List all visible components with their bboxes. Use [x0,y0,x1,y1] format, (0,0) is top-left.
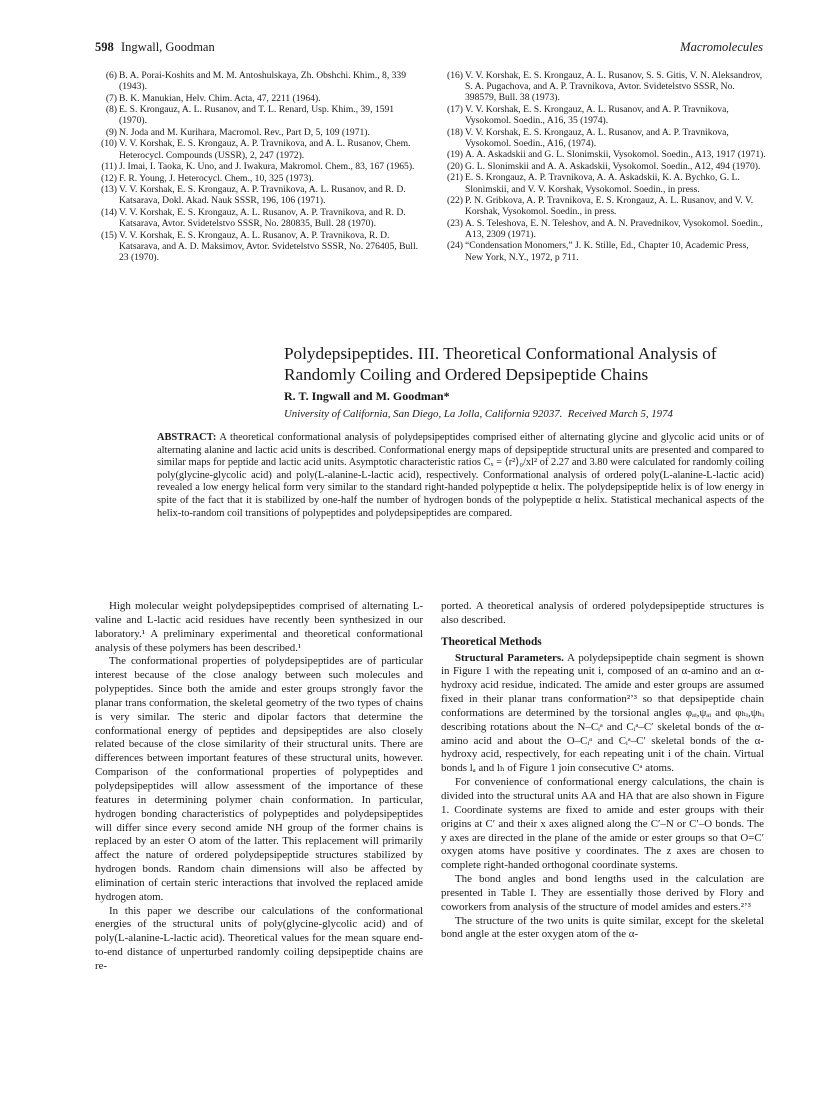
reference-item [95,127,420,138]
body-paragraph [441,652,764,777]
reference-number: (13) [101,184,117,196]
reference-text: J. Imai, I. Taoka, K. Uno, and J. Iwakura, Makromol. Chem., 83, 167 (1965). [119,161,415,173]
reference-text: A. S. Teleshova, E. N. Teleshov, and A. N. Pravednikov, Vysokomol. Soedin., A13, 2309 (1971). [465,217,763,240]
received-date: Received March 5, 1974 [567,408,673,420]
reference-text: E. S. Krongauz, A. P. Travnikova, A. A. Askadskii, K. A. Bychko, G. L. Slonimskii, and V. V. Korshak, Vysokomol. Soedin., in press. [465,172,740,195]
reference-number: (8) [105,104,117,116]
reference-item [441,149,766,160]
reference-number: (7) [105,92,117,104]
reference-text: G. L. Slonimskii and A. A. Askadskii, Vysokomol. Soedin., A12, 494 (1970). [465,160,761,172]
reference-text: B. A. Porai-Koshits and M. M. Antoshulskaya, Zh. Obshchi. Khim., 8, 339 (1943). [119,70,407,93]
references-left-column [95,70,420,263]
article-affiliation [284,408,754,420]
reference-text: “Condensation Monomers,” J. K. Stille, Ed., Chapter 10, Academic Press, New York, N.Y., 1972, p 711. [465,240,749,263]
reference-item [95,207,420,229]
reference-text: V. V. Korshak, E. S. Krongauz, A. L. Rusanov, S. S. Gitis, V. N. Aleksandrov, S. A. Pugachova, and A. P. Travnikova, Avtor. Svidetelstvo SSSR, No. 398579, Bull. 38 (1973). [465,70,763,104]
paragraph-text: A polydepsipeptide chain segment is shown in Figure 1 with the repeating unit i, composed of an α-amino and an α-hydroxy acid residue, indicated. The amide and ester groups are assumed fixed in their planar trans conformation²ʼ³ so that depsipeptide chain conformations are determined by the torsional angles φₐᵢ,ψₐᵢ and φₕᵢ,ψₕᵢ describing rotations about the N–Cᵢᵃ and Cᵢᵃ–C′ skeletal bonds of the α-amino acid and about the O–Cᵢᵃ and Cᵢᵃ–C′ skeletal bonds of the α-hydroxy acid, respectively, for each repeating unit i of the chain. Virtual bonds lₐ and lₕ of Figure 1 join consecutive Cᵃ atoms. [441,651,764,775]
journal-name: Macromolecules [680,40,763,54]
body-paragraph: The bond angles and bond lengths used in the calculation are presented in Table I. They are essentially those derived by Flory and coworkers from analysis of the structure of model amides and esters.²ʼ³ [441,873,764,913]
reference-item [95,93,420,104]
references-right-column [441,70,766,263]
article-title: Polydepsipeptides. III. Theoretical Conformational Analysis of Randomly Coiling and Ordered Depsipeptide Chains [284,344,717,384]
reference-item [95,161,420,172]
body-paragraph: For convenience of conformational energy calculations, the chain is divided into the structural units AA and HA that are also shown in Figure 1. Coordinate systems are fixed to amide and ester groups with their origins at C′ and their x axes aligned along the C′–N or C′–O bonds. The y axes are directed in the plane of the amide or ester groups so that O=C′ oxygen atoms have positive y coordinates. The z axes are chosen to complete right-handed orthogonal coordinate systems. [441,776,764,872]
reference-text: V. V. Korshak, E. S. Krongauz, A. P. Travnikova, and A. L. Rusanov, Chem. Heterocycl. Compounds (USSR), 2, 247 (1972). [119,138,411,161]
reference-item [95,138,420,160]
body-left-column [95,600,423,974]
reference-number: (21) [447,172,463,184]
reference-item [441,195,766,217]
affiliation-text: University of California, San Diego, La Jolla, California 92037. [284,408,563,420]
reference-text: V. V. Korshak, E. S. Krongauz, A. L. Rusanov, A. P. Travnikova, R. D. Katsarava, and A. D. Maksimov, Avtor. Svidetelstvo SSSR, No. 276405, Bull. 23 (1970). [119,229,419,263]
reference-number: (6) [105,70,117,81]
reference-number: (24) [447,240,463,252]
reference-item [441,240,766,262]
reference-item [95,104,420,126]
reference-item [95,70,420,92]
reference-item [441,127,766,149]
reference-item [95,184,420,206]
reference-number: (17) [447,103,463,115]
reference-text: V. V. Korshak, E. S. Krongauz, A. L. Rusanov, and A. P. Travnikova, Vysokomol. Soedin., A16, (1974). [465,126,729,149]
reference-number: (18) [447,126,463,138]
reference-item [441,218,766,240]
body-paragraph: The structure of the two units is quite similar, except for the skeletal bond angle at the ester oxygen atom of the α- [441,914,764,941]
reference-item [441,172,766,194]
reference-number: (10) [101,138,117,150]
reference-item [441,104,766,126]
reference-text: F. R. Young, J. Heterocycl. Chem., 10, 325 (1973). [119,172,314,184]
reference-number: (23) [447,217,463,229]
reference-number: (16) [447,70,463,81]
reference-text: V. V. Korshak, E. S. Krongauz, A. L. Rusanov, and A. P. Travnikova, Vysokomol. Soedin., A16, 35 (1974). [465,103,729,127]
reference-item [441,161,766,172]
reference-text: P. N. Gribkova, A. P. Travnikova, E. S. Krongauz, A. L. Rusanov, and V. V. Korshak, Vysokomol. Soedin., in press. [465,195,754,218]
reference-number: (12) [101,172,117,184]
reference-text: V. V. Korshak, E. S. Krongauz, A. P. Travnikova, A. L. Rusanov, and R. D. Katsarava, Dokl. Akad. Nauk SSSR, 196, 106 (1971). [119,184,406,207]
reference-item [441,70,766,104]
reference-number: (9) [105,126,117,138]
reference-item [95,230,420,264]
running-head: Ingwall, Goodman [121,40,215,54]
reference-number: (15) [101,229,117,241]
abstract [157,432,764,520]
reference-number: (19) [447,149,463,161]
reference-number: (11) [101,161,117,173]
article-authors: R. T. Ingwall and M. Goodman* [284,389,450,403]
body-paragraph: In this paper we describe our calculations of the conformational energies of the structural units of poly(glycine-glycolic acid) and of poly(L-alanine-L-lactic acid). Theoretical values for the mean square end-to-end distance of unperturbed randomly coiling depsipeptide chains are re- [95,904,423,972]
reference-text: N. Joda and M. Kurihara, Macromol. Rev., Part D, 5, 109 (1971). [119,126,370,138]
reference-item [95,173,420,184]
reference-text: V. V. Korshak, E. S. Krongauz, A. L. Rusanov, A. P. Travnikova, and R. D. Katsarava, Avtor. Svidetelstvo SSSR, No. 280835, Bull. 28 (1970). [119,206,406,230]
page-header [95,40,763,56]
page-number: 598 [95,40,114,54]
reference-text: E. S. Krongauz, A. L. Rusanov, and T. L. Renard, Usp. Khim., 39, 1591 (1970). [119,104,395,127]
body-right-column [441,600,764,942]
body-paragraph-continued: ported. A theoretical analysis of ordered polydepsipeptide structures is also described. [441,600,764,626]
reference-number: (20) [447,160,463,172]
reference-number: (14) [101,206,117,218]
run-in-heading: Structural Parameters. [455,651,564,664]
reference-text: A. A. Askadskii and G. L. Slonimskii, Vysokomol. Soedin., A13, 1917 (1971). [465,149,766,161]
abstract-text: A theoretical conformational analysis of polydepsipeptides comprised either of alternating glycine and glycolic acid units or of alternating alanine and lactic acid units is described. Conformational energy maps of depsipeptide structural units are presented and compared to similar maps for peptide and lactic acid units. Asymptotic characteristic ratios Cₓ = ⟨r²⟩₀/xl² of 2.27 and 3.80 were calculated for randomly coiling poly(glycine-glycolic acid) and poly(L-alanine-L-lactic acid), respectively. Conformational analysis of ordered poly(L-alanine-L-lactic acid) revealed a low energy helical form very similar to the standard right-handed polypeptide α helix. The polydepsipeptide helix is of low energy in spite of the fact that it is stabilized by one-half the number of hydrogen bonds of the polypeptide α helix. Statistical mechanical aspects of the helix-to-random coil transitions of polypeptides and polydepsipeptides are compared. [157,432,764,519]
abstract-label: ABSTRACT: [157,432,217,443]
body-paragraph: High molecular weight polydepsipeptides comprised of alternating L-valine and L-lactic acid residues have recently been synthesized in our laboratory.¹ A preliminary experimental and theoretical conformational analysis of these polymers has been described.¹ [95,600,423,654]
reference-text: B. K. Manukian, Helv. Chim. Acta, 47, 2211 (1964). [119,92,321,104]
section-heading: Theoretical Methods [441,635,542,648]
reference-number: (22) [447,195,463,207]
body-paragraph: The conformational properties of polydepsipeptides are of particular interest because of the close analogy between such molecules and polypeptides. Since both the amide and ester groups strongly favor the planar trans conformation, the skeletal geometry of the two types of chains is very similar. The steric and dipolar factors that determine the conformational energy of peptides and depsipeptides are also closely related because of the close similarity of their structural units. There are differences between important features of these structural units, however. Comparison of the conformational properties of polypeptides and polydepsipeptides will allow assessment of the importance of these features in determining polymer chain conformation. In particular, hydrogen bonding characteristics of polypeptides and polydepsipeptides will differ since every second amide NH group of the former chains is replaced by an ester O atom of the latter. This replacement will primarily affect the nature of ordered polydepsipeptide structures stabilized by hydrogen bonds. Random chain dimensions will also be affected by elimination of certain steric interactions that involved the replaced amide hydrogen atom. [95,655,423,903]
